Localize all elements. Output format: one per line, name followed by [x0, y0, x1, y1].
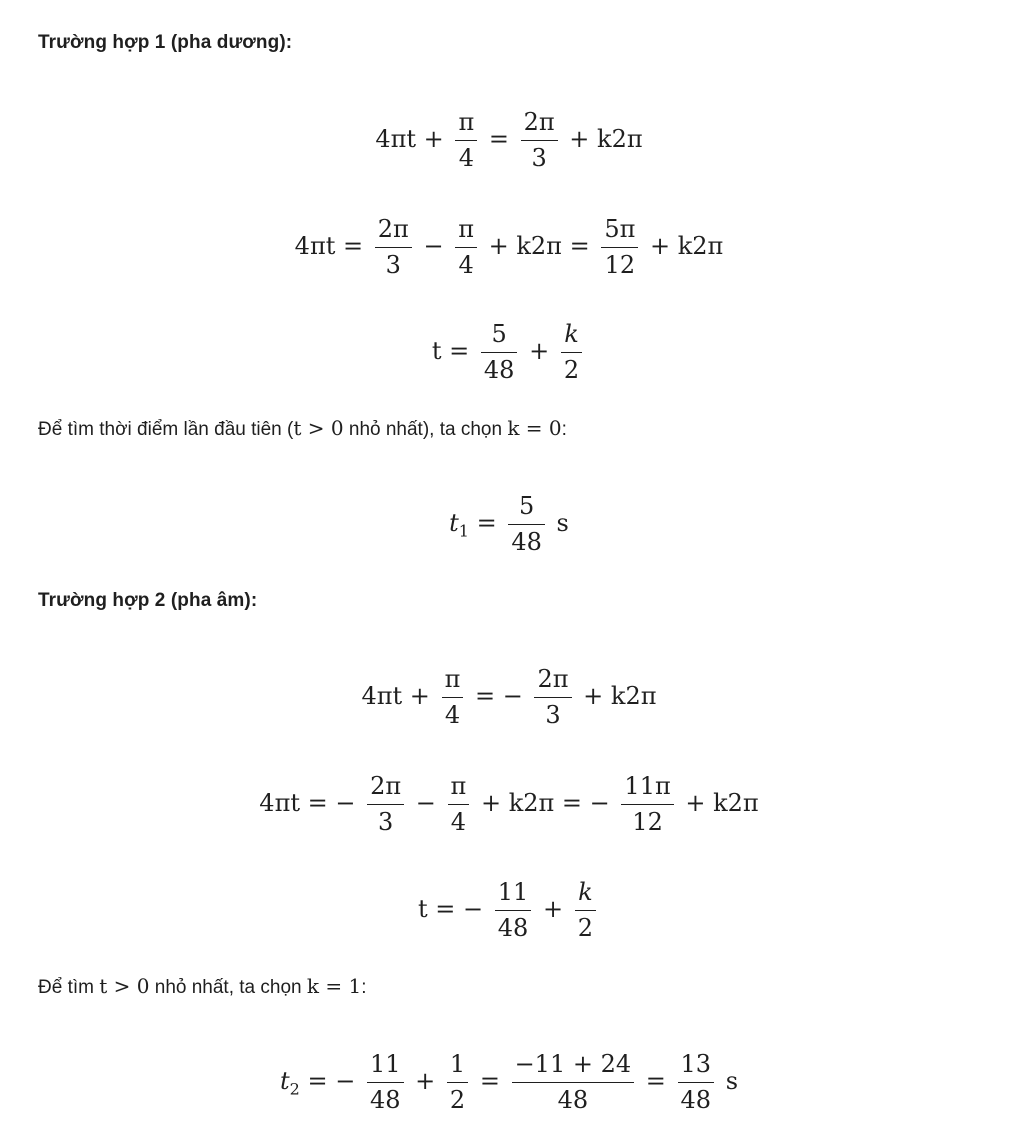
fraction: $\frac{1}{2}$ — [447, 1050, 468, 1115]
fraction: $\frac{2\pi}{3}$ — [521, 108, 558, 173]
case1-equation-2: 4πt = $\frac{2\pi}{3}$ − $\frac{\pi}{4}$ + k2π = $\frac{5\pi}{12}$ + k2π — [294, 215, 724, 279]
case1-note: Để tìm thời điểm lần đầu tiên (t > 0 nhỏ nhất), ta chọn k = 0: — [38, 416, 567, 440]
fraction: $\frac{\pi}{4}$ — [455, 215, 477, 280]
case2-equation-1: 4πt + $\frac{\pi}{4}$ = − $\frac{2\pi}{3}$ + k2π — [361, 665, 657, 729]
fraction: $\frac{\pi}{4}$ — [448, 772, 470, 837]
fraction: $\frac{13}{48}$ — [678, 1050, 715, 1115]
fraction: $\frac{\pi}{4}$ — [442, 665, 464, 730]
fraction: $\frac{2\pi}{3}$ — [375, 215, 412, 280]
fraction: $\frac{-11 + 24}{48}$ — [512, 1050, 635, 1115]
fraction: $\frac{5}{48}$ — [481, 320, 518, 385]
fraction: $\frac{k}{2}$ — [575, 878, 596, 943]
case2-equation-3: t = − $\frac{11}{48}$ + $\frac{k}{2}$ — [0, 878, 1018, 943]
case2-note: Để tìm t > 0 nhỏ nhất, ta chọn k = 1: — [38, 974, 367, 998]
fraction: $\frac{2\pi}{3}$ — [534, 665, 571, 730]
case2-equation-2: 4πt = − $\frac{2\pi}{3}$ − $\frac{\pi}{4}$ + k2π = − $\frac{11\pi}{12}$ + k2π — [259, 772, 759, 836]
fraction: $\frac{\pi}{4}$ — [455, 108, 477, 173]
fraction: $\frac{11}{48}$ — [367, 1050, 404, 1115]
case1-equation-3: t = $\frac{5}{48}$ + $\frac{k}{2}$ — [0, 320, 1018, 385]
fraction: $\frac{11}{48}$ — [495, 878, 532, 943]
fraction: $\frac{2\pi}{3}$ — [367, 772, 404, 837]
fraction: $\frac{5\pi}{12}$ — [601, 215, 638, 280]
fraction: $\frac{11\pi}{12}$ — [621, 772, 673, 837]
case2-heading: Trường hợp 2 (pha âm): — [38, 590, 258, 611]
case1-result: $t_1$ = $\frac{5}{48}$ s — [449, 492, 569, 556]
case1-equation-1: 4πt + $\frac{\pi}{4}$ = $\frac{2\pi}{3}$ + k2π — [375, 108, 643, 172]
case2-result: $t_2$ = − $\frac{11}{48}$ + $\frac{1}{2}$ = $\frac{-11 + 24}{48}$ = $\frac{13}{48}$ s — [279, 1050, 739, 1114]
fraction: $\frac{5}{48}$ — [508, 492, 545, 557]
case1-heading: Trường hợp 1 (pha dương): — [38, 32, 293, 53]
fraction: $\frac{k}{2}$ — [561, 320, 582, 385]
